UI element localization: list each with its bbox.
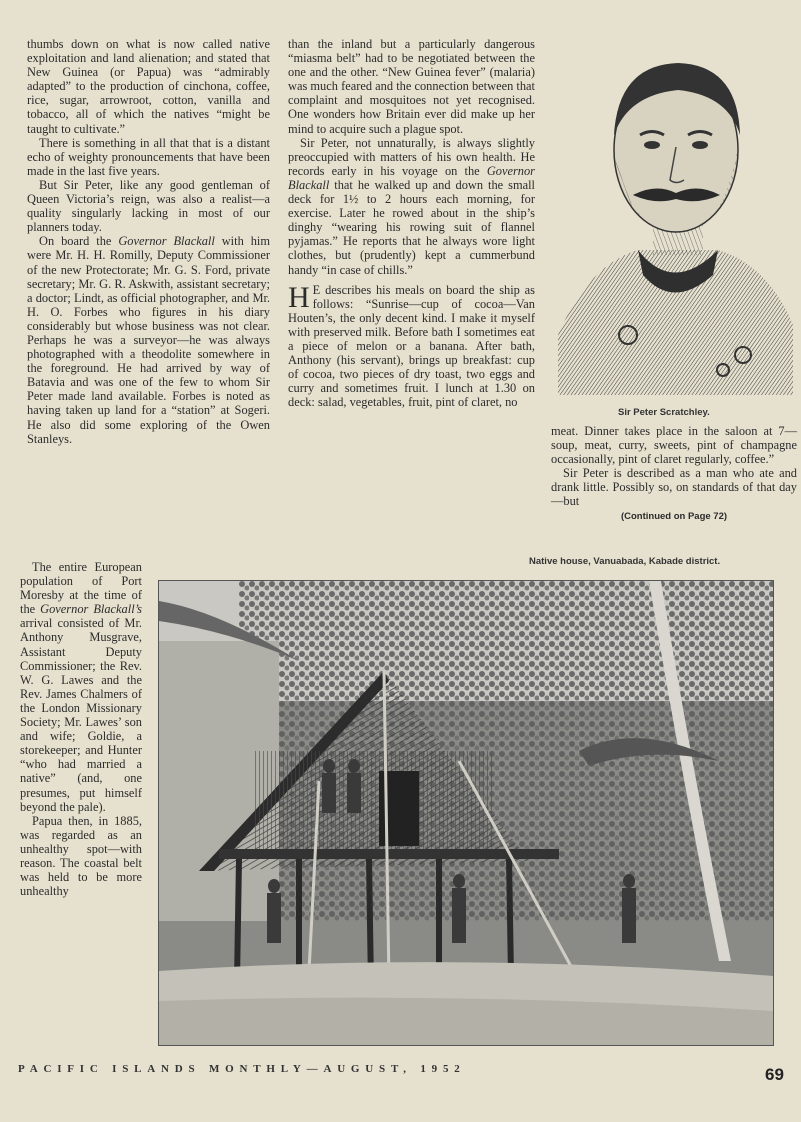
page-number: 69 (765, 1065, 784, 1084)
paragraph (20, 560, 142, 814)
paragraph: Sir Peter is described as a man who ate and drank little. Possibly so, on standards of that day—but (551, 466, 797, 509)
article-column-3 (551, 424, 797, 524)
article-column-2 (288, 37, 535, 409)
text-run: with him were Mr. H. H. Romilly, Deputy Commissioner of the new Protectorate; Mr. G. S. Ford, private secretary; Mr. G. R. Askwith, assistant secretary; a doctor; Lindt, as official photographer, and Mr. H. O. Forbes who figures in his diary considerably but whose business was not clear. Perhaps he was a surveyor—he was always photographed with a theodolite somewhere in the foreground. He had arrived by way of Batavia and was one of the few to whom Sir Peter made land available. Forbes is noted as having taken up land for a “station” at Sogeri. He also did some exploring of the Owen Stanleys. (27, 234, 270, 446)
paragraph (288, 280, 535, 410)
text-run: On board the (39, 234, 119, 249)
paragraph: meat. Dinner takes place in the saloon at 7—soup, meat, curry, sweets, pint of champagne occasionally, pint of claret regularly, coffee.” (551, 424, 797, 467)
portrait-engraving (548, 35, 798, 405)
ship-name: Governor Blackall (118, 234, 215, 249)
article-column-1-narrow (20, 560, 142, 898)
paragraph: But Sir Peter, like any good gentleman of Queen Victoria’s reign, was also a realist—a quality singularly lacking in most of our planners today. (27, 177, 270, 235)
native-house-photograph (158, 580, 774, 1046)
article-column-1 (27, 37, 270, 446)
ship-name: Governor Blackall (288, 163, 535, 192)
text-run: Sir Peter, not unnaturally, is always slightly preoccupied with matters of his own health. He records early in his voyage on the (288, 135, 535, 178)
running-footer: PACIFIC ISLANDS MONTHLY—AUGUST, 1952 (18, 1063, 466, 1075)
text-run: that he walked up and down the small deck for 1½ to 2 hours each morning, for exercise. Later he rowed about in the ship’s dinghy “wearing his rowing suit of flannel pyjamas.” He reports that he always wore light clothes, but (prudently) kept a cummerbund handy “in case of chills.” (288, 177, 535, 277)
continued-note: (Continued on Page 72) (620, 510, 728, 522)
paragraph: thumbs down on what is now called native exploitation and land alienation; and stated that New Guinea (or Papua) was “admirably adapted” to the production of cinchona, coffee, rice, sugar, arrowroot, cotton, vanilla and tobacco, all of which the natives “might be taught to cultivate.” (27, 37, 270, 136)
paragraph: Papua then, in 1885, was regarded as an unhealthy spot—with reason. The coastal belt was held to be more unhealthy (20, 813, 142, 899)
paragraph: than the inland but a particularly dangerous “miasma belt” had to be negotiated between the one and the other. “New Guinea fever” (malaria) was much feared and the connection between that complaint and mosquitoes not yet recognised. One wonders how Britain ever did make up her mind to acquire such a plague spot. (288, 37, 535, 136)
portrait-caption: Sir Peter Scratchley. (618, 407, 710, 418)
photo-caption: Native house, Vanuabada, Kabade district. (529, 556, 721, 567)
ship-name: Governor Blackall’s (40, 602, 142, 617)
paragraph: There is something in all that that is a distant echo of weighty pronouncements that have been made in the last five years. (27, 135, 270, 178)
paragraph (27, 234, 270, 445)
text-run: The entire European population of Port Moresby at the time of the (20, 560, 142, 617)
drop-cap: H (288, 280, 310, 314)
text-run: arrival consisted of Mr. Anthony Musgrave, Assistant Deputy Commissioner; the Rev. W. G. Lawes and the Rev. James Chalmers of the London Missionary Society; Mr. Lawes’ son and wife; Goldie, a storekeeper; and Hunter “who had married a native” (and, one presumes, put himself beyond the pale). (20, 616, 142, 814)
paragraph (288, 136, 535, 277)
text-run: E describes his meals on board the ship as follows: “Sunrise—cup of cocoa—Van Houten’s, the only decent kind. I make it myself with preserved milk. Before bath I sometimes eat a piece of melon or a banana. After bath, Anthony (his servant), brings up breakfast: cup of cocoa, two pieces of dry toast, two eggs and curry and sometimes fruit. I lunch at 1.30 on deck: salad, vegetables, fruit, pint of claret, no (288, 282, 535, 410)
